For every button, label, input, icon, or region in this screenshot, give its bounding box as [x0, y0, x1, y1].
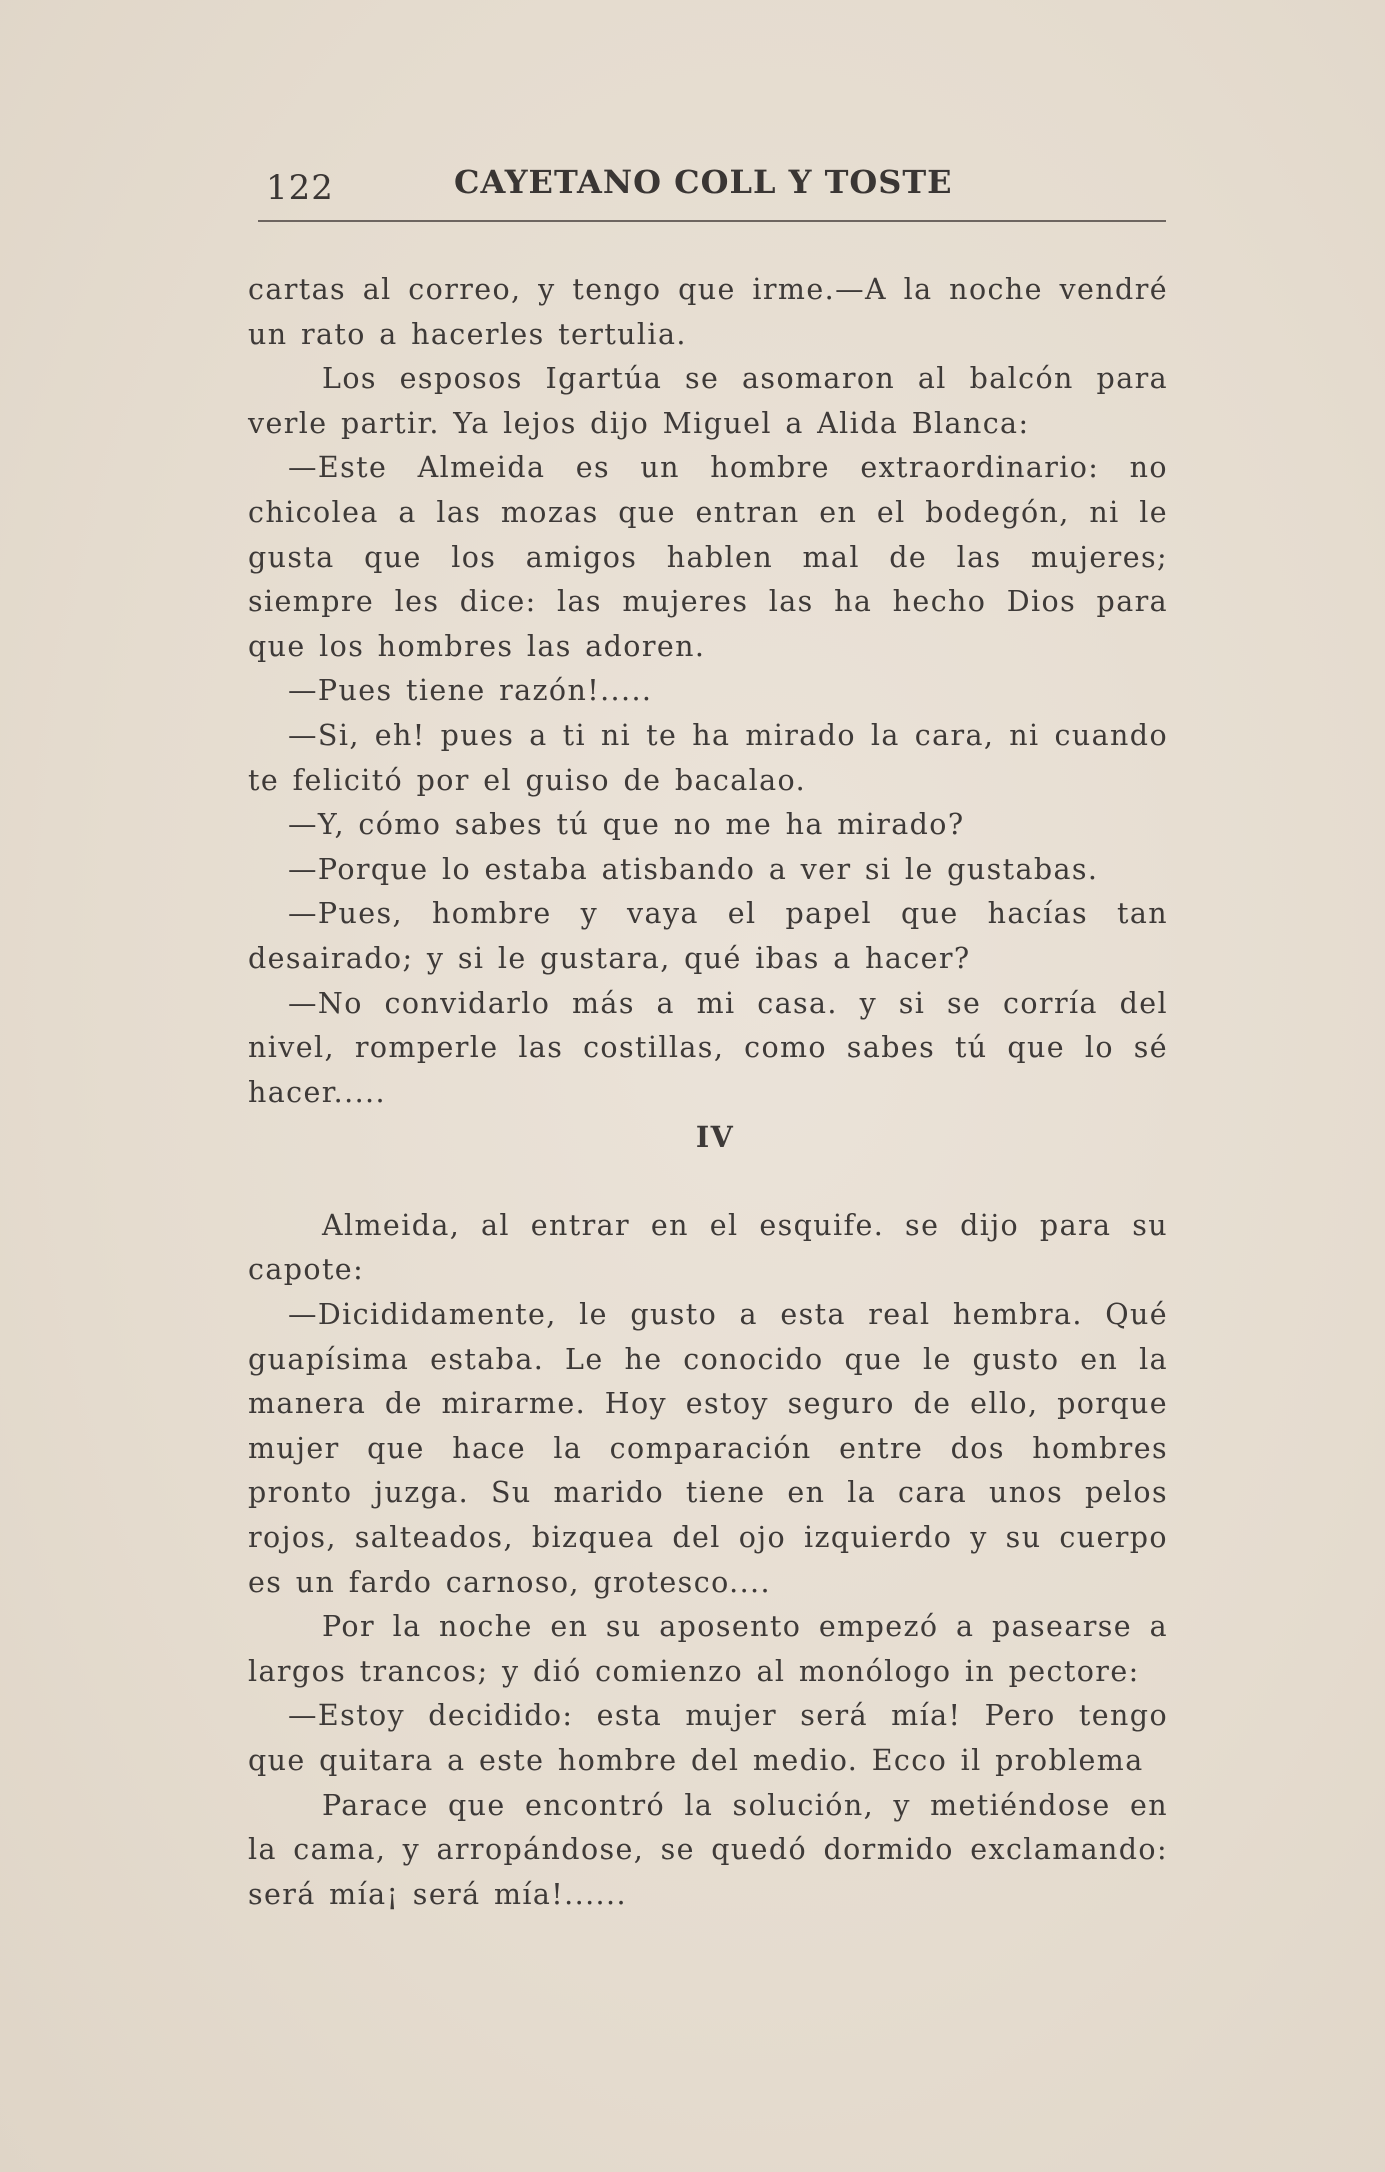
header-rule — [258, 220, 1166, 222]
paragraph: —Si, eh! pues a ti ni te ha mirado la cara, ni cuando te felicitó por el guiso de bacalao. — [248, 718, 1168, 797]
paragraph: —Pues tiene razón!..... — [288, 674, 653, 708]
paragraph: —Este Almeida es un hombre extraordinario: no chicolea a las mozas que entran en el bodegón, ni le gusta que los amigos hablen mal de las mujeres; siempre les dice: las mujeres las ha hecho Dios para que los hombres las adoren. — [248, 451, 1168, 663]
page-header — [258, 158, 1166, 228]
paragraph: Por la noche en su aposento empezó a pasearse a largos trancos; y dió comienzo al monólogo in pectore: — [248, 1610, 1168, 1688]
paragraph: cartas al correo, y tengo que irme.—A la noche vendré un rato a hacerles tertulia. — [248, 273, 1168, 351]
running-head: CAYETANO COLL Y TOSTE — [454, 163, 953, 201]
paragraph: —Pues, hombre y vaya el papel que hacías tan desairado; y si le gustara, qué ibas a hacer? — [248, 897, 1168, 975]
paragraph: Almeida, al entrar en el esquife. se dijo para su capote: — [248, 1208, 1168, 1287]
paragraph: —Dicididamente, le gusto a esta real hembra. Qué guapísima estaba. Le he conocido que le gusto en la manera de mirarme. Hoy estoy seguro de ello, porque mujer que hace la comparación entre dos hombres pronto juzga. Su marido tiene en la cara unos pelos rojos, salteados, bizquea del ojo izquierdo y su cuerpo es un fardo carnoso, grotesco.... — [248, 1298, 1168, 1599]
paragraph: —No convidarlo más a mi casa. y si se corría del nivel, romperle las costillas, como sabes tú que lo sé hacer..... — [248, 986, 1168, 1109]
paragraph: —Estoy decidido: esta mujer será mía! Pero tengo que quitara a este hombre del medio. Ecco il problema — [248, 1699, 1168, 1777]
paragraph: Los esposos Igartúa se asomaron al balcón para verle partir. Ya lejos dijo Miguel a Alida Blanca: — [248, 362, 1168, 440]
page-number: 122 — [266, 168, 334, 208]
section-heading: IV — [695, 1120, 735, 1155]
paragraph: Parace que encontró la solución, y metiéndose en la cama, y arropándose, se quedó dormido exclamando: será mía¡ será mía!...... — [248, 1788, 1168, 1911]
paragraph: —Porque lo estaba atisbando a ver si le gustabas. — [288, 852, 1099, 886]
body-text — [248, 268, 1168, 1917]
paragraph: —Y, cómo sabes tú que no me ha mirado? — [288, 808, 965, 842]
